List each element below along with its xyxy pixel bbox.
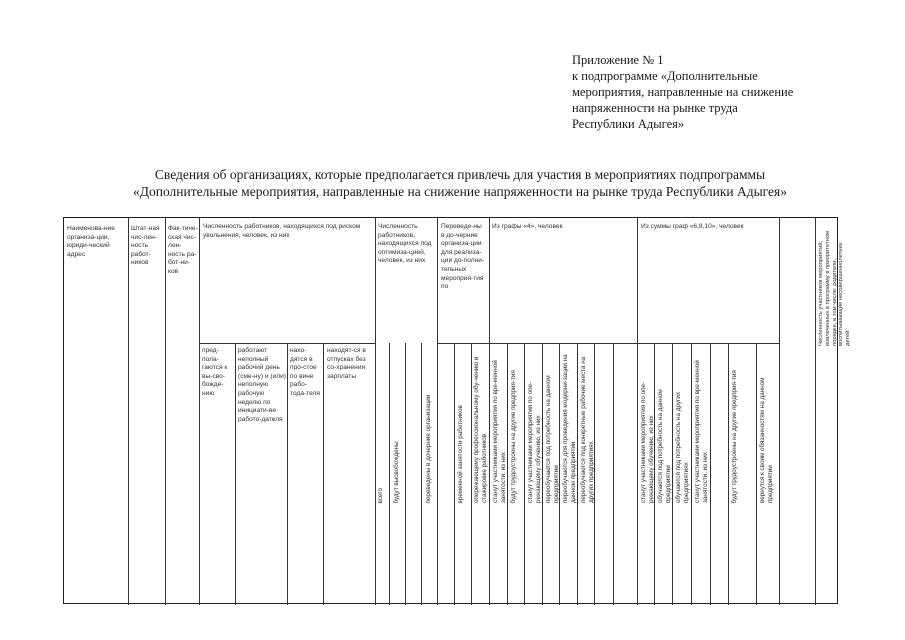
table-rule [507,343,508,605]
table-rule [728,343,729,605]
vertical-header-text: переобучаются под конкретные рабочие места на других предприятиях [580,356,595,503]
document-title [60,166,860,200]
table-rule [577,343,578,605]
vertical-header-text: опережающему профессиональному обу-чению и стажировке работников [473,356,488,503]
vertical-header-text: переобучаются под потребность на данном предприятии [545,375,560,503]
vertical-header-text: станут участниками мероприятия по опе-режающему обучению, из них [527,381,542,503]
table-rule [815,218,816,605]
header-participants-text: Численность участников мероприятий, вовлеченных в программу в приоритетном порядке, в том числе: родители, воспитывающие несовершеннолетних детей [818,231,852,346]
vertical-header [492,348,506,503]
vertical-header [731,348,745,503]
table-rule [489,218,490,605]
sub-header-unpaid-leave: находят-ся в отпусках без со-хранения зарплаты [327,347,366,380]
table-rule [405,343,406,605]
table-rule [454,343,455,605]
table-rule [389,343,390,605]
table-rule [323,343,324,605]
vertical-header-text: переобучаются для проведения модерни-зации на данном предприятии [562,354,577,503]
header-staff-count: Штат-ная чис-лен-ность работ-ников [131,225,160,267]
table-rule [287,343,288,605]
table-rule [235,343,236,605]
table-rule [437,218,438,605]
appendix-line: напряженности на рынке труда [572,101,738,115]
vertical-header-text: будут трудоустроены на другие предприя-тия [731,369,738,503]
appendix-line: к подпрограмме «Дополнительные [572,69,758,83]
vertical-header [393,348,403,503]
header-transferred: Переведе-ны в до-черние организа-ции для реализа-ции до-полни-тельных мероприя-тия по [441,223,485,291]
table-rule [128,218,129,605]
vertical-header [425,348,435,503]
vertical-header-text: обучаются под потребность на данном предприятии [657,389,672,503]
vertical-header-text: обучаются под потребность на других предприятиях [675,392,690,503]
sub-header-part-time: работают неполный рабочий день (сме-ну) и (или) неполную рабочую неделю по инициати-ве работо-дателя [238,347,286,423]
table-rule [471,343,472,605]
appendix-line: Приложение № 1 [572,53,664,67]
table-rule [375,218,376,605]
table-rule [421,343,422,605]
vertical-header-text: временной занятости работников [457,404,464,503]
table-rule [542,343,543,605]
header-from-column-4: Из графы «4», человек [492,223,563,230]
table-rule [165,218,166,605]
vertical-header [510,348,524,503]
table-rule [672,343,673,605]
appendix-block [572,52,872,132]
vertical-header-text: будут трудоустроены на другие предприя-тия [510,369,517,503]
header-actual-count: Фак-тиче-ская чис-лен-ность ра-бот-ни-ков [168,225,198,275]
table-rule [691,343,692,605]
table-rule [756,343,757,605]
header-org-name: Наименова-ние организа-ции, юриди-ческий адрес [67,225,115,258]
title-line-2: «Дополнительные мероприятия, направленные на снижение напряженности на рынке труда Республики Адыгея» [133,184,787,199]
vertical-header [527,348,541,503]
vertical-header-text: вернутся к своим обязанностям на данном предприятии [759,377,774,503]
organizations-table [63,217,852,604]
vertical-header-text: станут участниками мероприятия по опе-режающему обучению, из них [640,381,655,503]
vertical-header-text: станут участниками мероприятия по вре-менной занятости, из них [492,360,507,503]
vertical-header-text: будут высвобождены [393,440,400,503]
title-line-1: Сведения об организациях, которые предполагается привлечь для участия в мероприятиях подпрограммы [154,167,766,182]
vertical-header [457,348,467,503]
vertical-header [657,348,671,503]
vertical-header [377,348,387,503]
vertical-header [580,348,594,503]
vertical-header [473,348,487,503]
header-from-sum: Из суммы граф «6,8,10», человек [641,223,744,230]
appendix-line: мероприятия, направленные на снижение [572,85,794,99]
table-rule [524,343,525,605]
table-rule [779,218,780,605]
vertical-header-text: всего [377,487,384,503]
vertical-header [640,348,654,503]
table-rule [637,218,638,605]
vertical-header-text: переведены в дочерние организации [425,394,432,503]
vertical-header [759,348,773,503]
vertical-header [694,348,708,503]
header-risk-group: Численность работников, находящихся под риском увольнения, человек, из них [203,223,361,239]
header-participants [818,226,852,346]
sub-header-downtime: нахо-дятся в про-стое по вине рабо-тода-теля [290,347,320,397]
appendix-line: Республики Адыгея» [572,117,685,131]
table-rule [613,343,614,605]
header-optimization: Численность работников, находящихся под оптимиза-цией, человек, из них [378,223,432,265]
vertical-header-text: станут участниками мероприятия по вре-менной занятости, из них [694,360,709,503]
table-rule [710,343,711,605]
table-rule [199,218,200,605]
vertical-header [675,348,689,503]
vertical-header [545,348,559,503]
vertical-header [562,348,576,503]
sub-header-release: пред-пола-гаются к вы-сво-божде-нию [202,347,228,397]
